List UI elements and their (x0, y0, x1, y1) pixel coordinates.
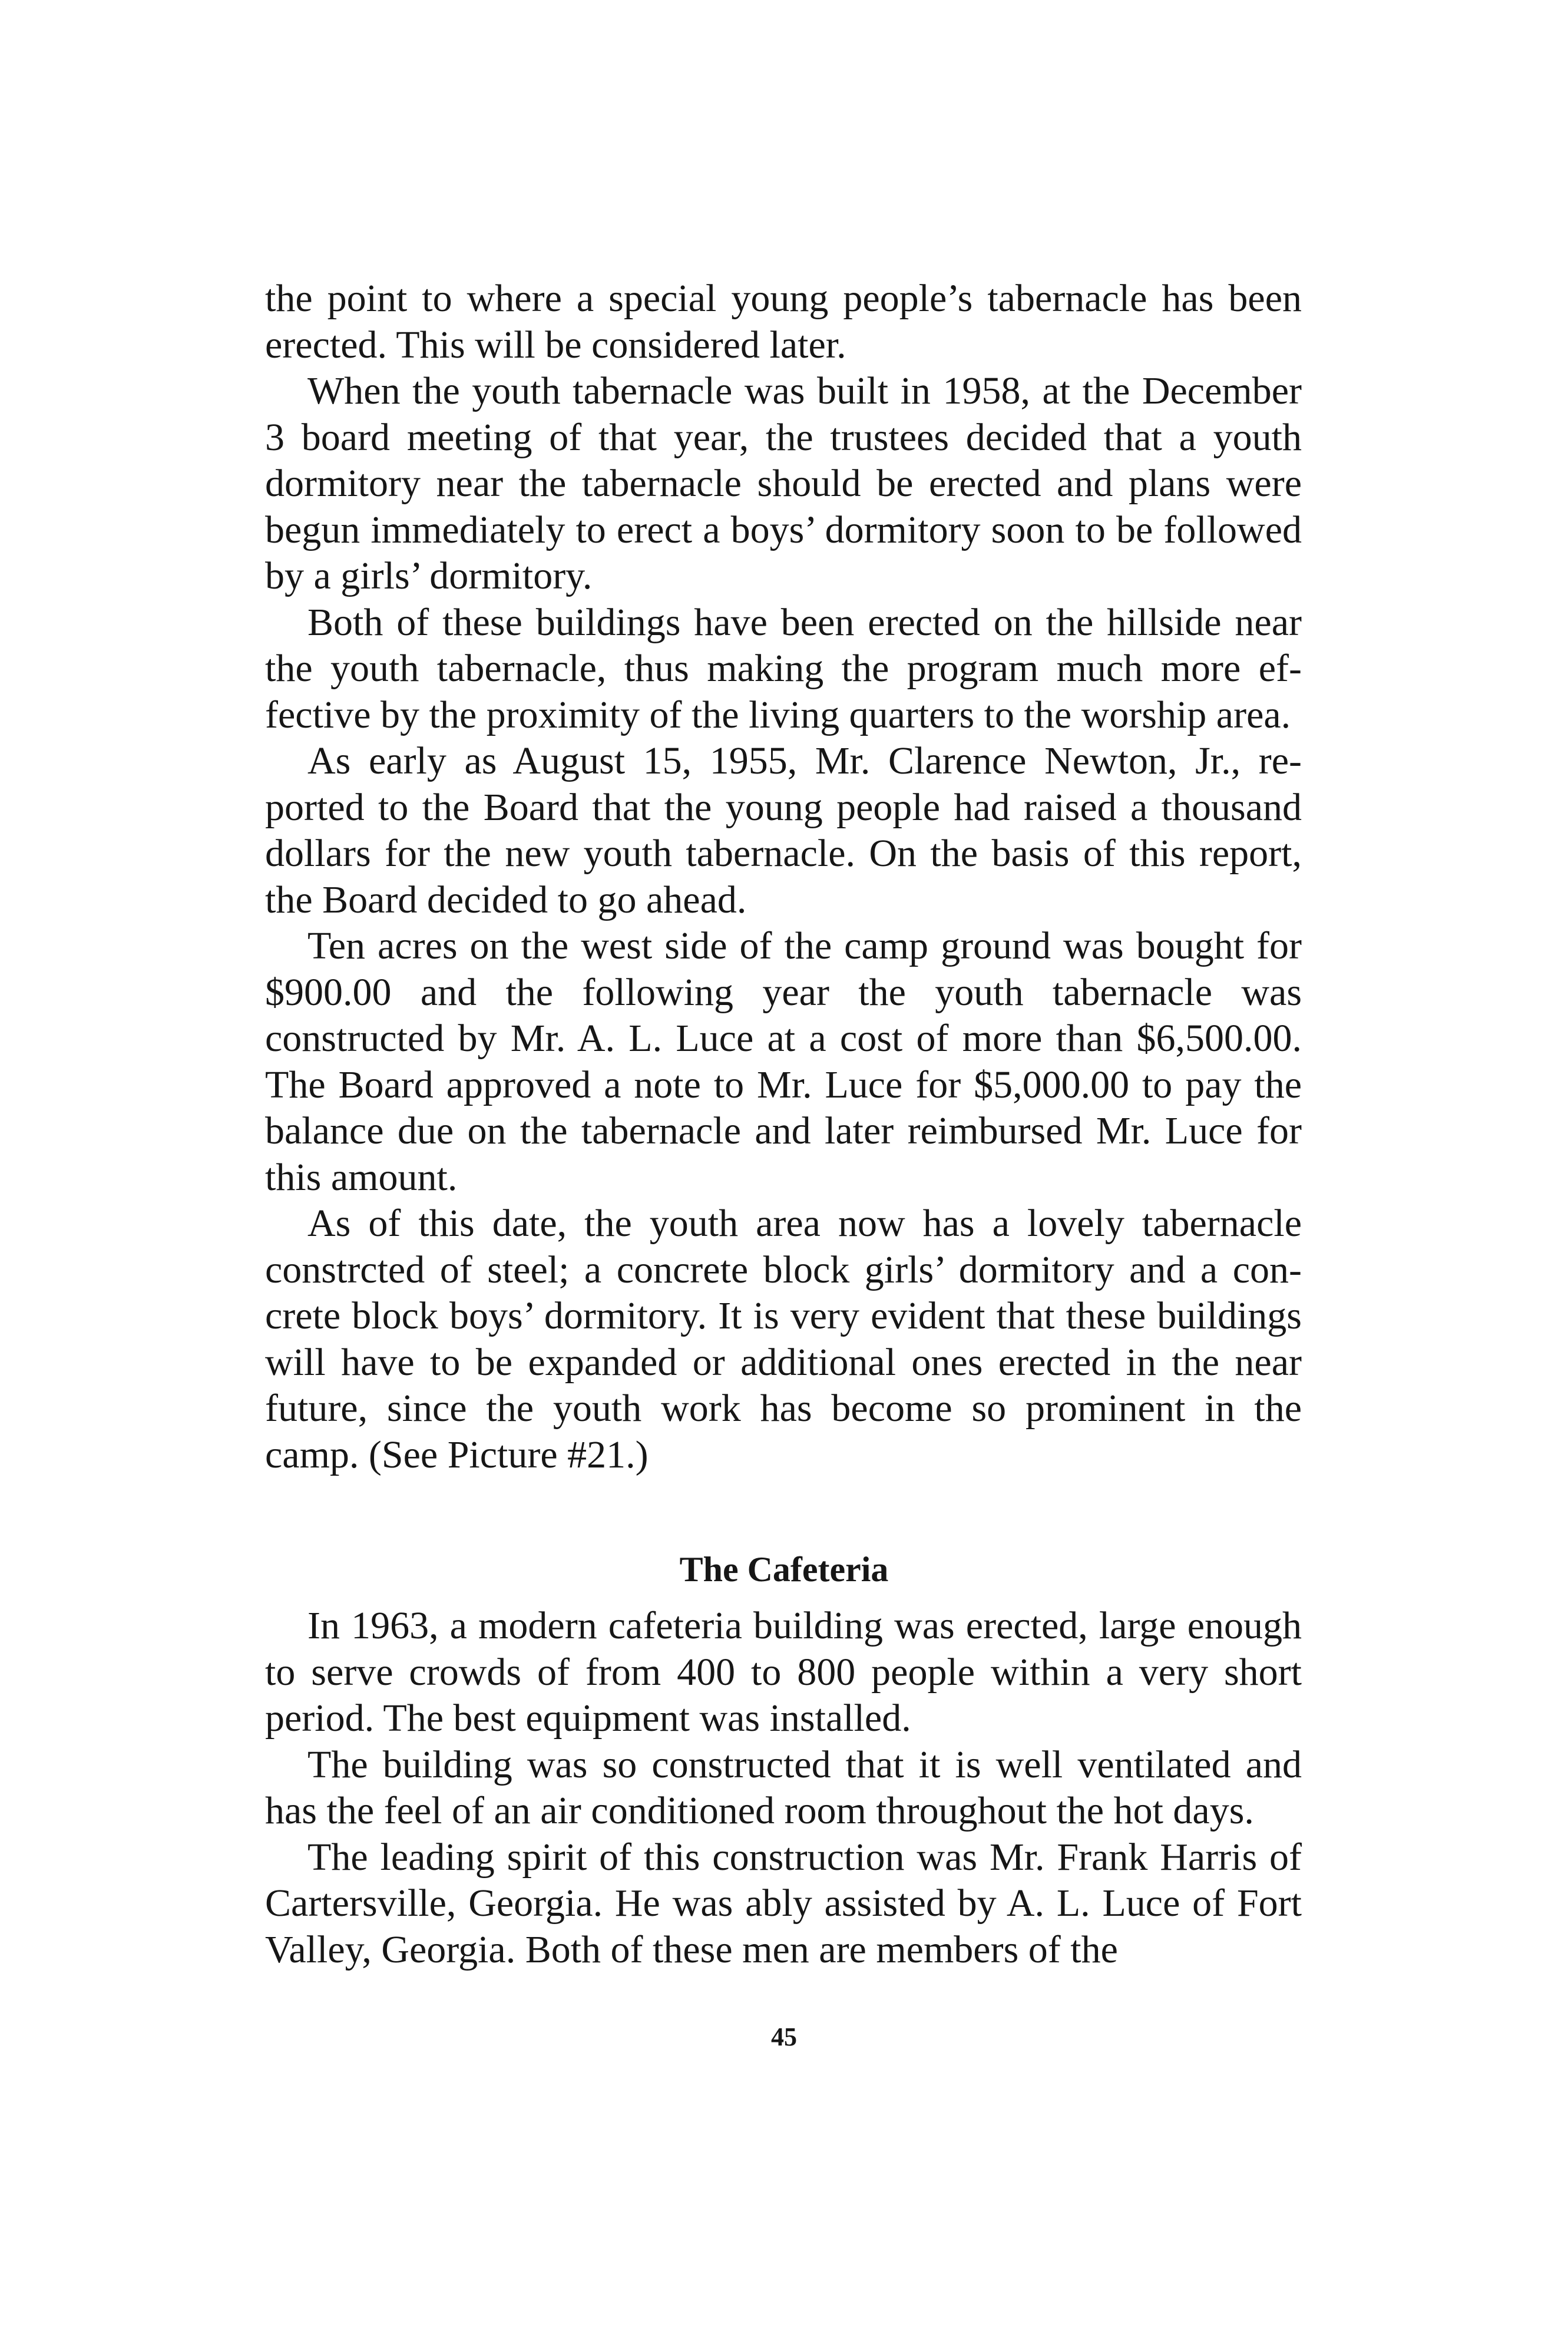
paragraph-newton-report: As early as August 15, 1955, Mr. Clarence Newton, Jr., reported to the Board that the young people had raised a thousand dollars for the new youth tabernacle. On the basis of this report, the Board decided to go ahead. (265, 739, 1302, 921)
section-heading-cafeteria: The Cafeteria (679, 1550, 889, 1589)
paragraph-land-purchase: Ten acres on the west side of the camp ground was bought for $900.00 and the following year the youth tabernacle was constructed by Mr. A. L. Luce at a cost of more than $6,500.00. The Board approved a note to Mr. Luce for $5,000.00 to pay the balance due on the tabernacle and later reimbursed Mr. Luce for this amount. (265, 924, 1302, 1199)
paragraph-youth-area-status: As of this date, the youth area now has a lovely tabernacle constrcted of steel; a concrete block girls’ dormitory and a concrete block boys’ dormitory. It is very evident that these buildings will have to be expanded or additional ones erected in the near future, since the youth work has become so prominent in the camp. (See Picture #21.) (265, 1202, 1302, 1476)
paragraph-cafeteria-ventilation: The building was so constructed that it is well ventilated and has the feel of an air conditioned room throughout the hot days. (265, 1743, 1302, 1832)
paragraph-continued: the point to where a special young people’s tabernacle has been erected. This will be considered later. (265, 277, 1302, 366)
paragraph-cafeteria-built: In 1963, a modern cafeteria building was erected, large enough to serve crowds of from 400 to 800 people within a very short period. The best equipment was installed. (265, 1604, 1302, 1740)
cafeteria-section (265, 1603, 1302, 1973)
youth-area-section (265, 276, 1302, 1478)
paragraph-youth-dormitory: When the youth tabernacle was built in 1958, at the December 3 board meeting of that year, the trustees decided that a youth dormitory near the tabernacle should be erected and plans were begun immediately to erect a boys’ dormitory soon to be followed by a girls’ dormitory. (265, 369, 1302, 597)
page-number: 45 (771, 2022, 797, 2051)
paragraph-cafeteria-builders: The leading spirit of this construction was Mr. Frank Harris of Cartersville, Georgia. He was ably assisted by A. L. Luce of Fort Valley, Georgia. Both of these men are members of the (265, 1835, 1302, 1971)
paragraph-hillside-buildings: Both of these buildings have been erected on the hillside near the youth tabernacle, thus making the program much more effective by the proximity of the living quarters to the worship area. (265, 600, 1302, 736)
